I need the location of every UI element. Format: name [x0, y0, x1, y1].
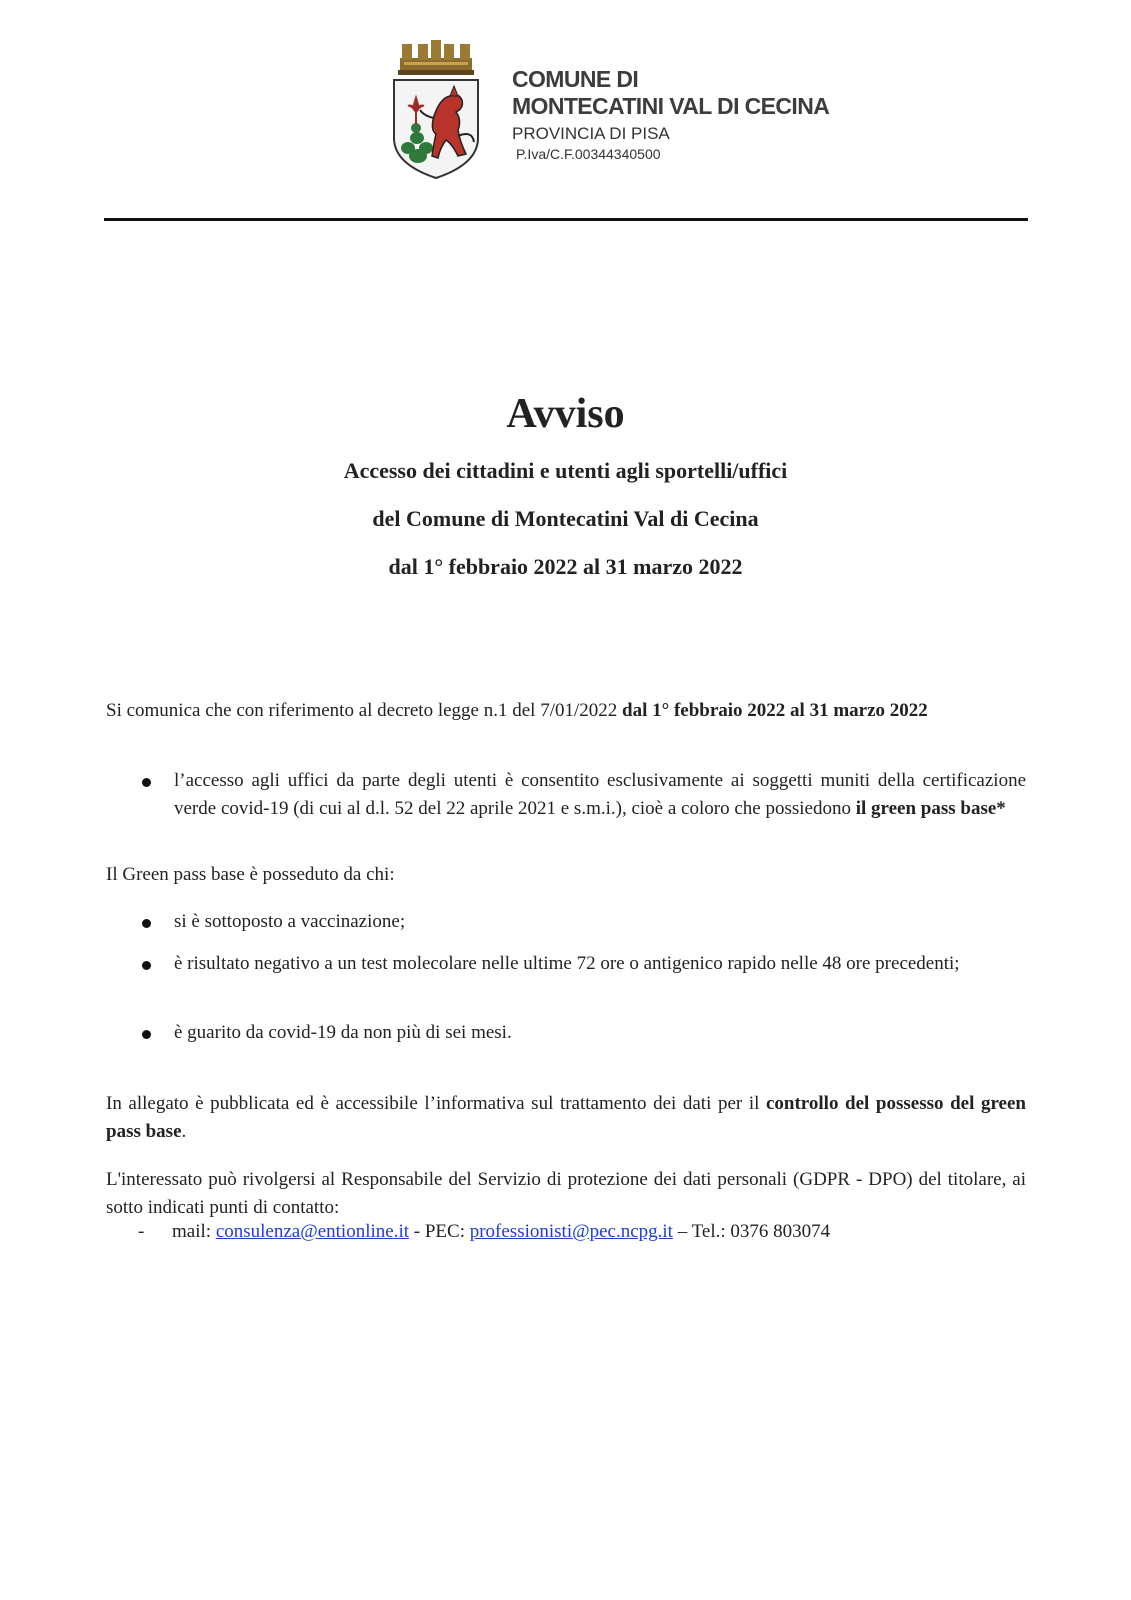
contact-line	[138, 1218, 830, 1246]
municipal-coat-of-arms-icon	[388, 38, 484, 180]
list-item-text: si è sottoposto a vaccinazione;	[174, 911, 406, 932]
municipality-header	[512, 66, 829, 163]
attachment-paragraph	[106, 1090, 1026, 1146]
mail-link[interactable]: consulenza@entionline.it	[215, 1221, 410, 1242]
intro-paragraph	[106, 697, 1026, 725]
crown-icon	[398, 40, 474, 75]
bullet-icon	[142, 778, 151, 787]
access-bullet-text: l’accesso agli uffici da parte degli utenti è consentito esclusivamente ai soggetti muniti della certificazione verde covid-19 (di cui al d.l. 52 del 22 aprile 2021 e s.m.i.), cioè a coloro che possiedono	[174, 770, 1026, 819]
page-title: Avviso	[506, 391, 625, 437]
access-bullet-bold: il green pass base*	[855, 798, 1006, 819]
vat-number: P.Iva/C.F.00344340500	[516, 146, 661, 162]
bullet-icon	[142, 961, 151, 970]
subtitle-line-1: Accesso dei cittadini e utenti agli sportelli/uffici	[343, 458, 788, 483]
phone-text: – Tel.: 0376 803074	[672, 1221, 831, 1242]
list-item-text: è guarito da covid-19 da non più di sei mesi.	[174, 1022, 512, 1043]
header-divider	[104, 218, 1028, 221]
bullet-icon	[142, 919, 151, 928]
municipality-name-line2: MONTECATINI VAL DI CECINA	[512, 93, 830, 119]
intro-text: Si comunica che con riferimento al decreto legge n.1 del 7/01/2022	[106, 700, 622, 721]
pec-link[interactable]: professionisti@pec.ncpg.it	[469, 1221, 673, 1242]
attachment-end: .	[181, 1121, 187, 1142]
attachment-bold: controllo del possesso del green pass base	[106, 1093, 1026, 1142]
province-line: PROVINCIA DI PISA	[512, 124, 670, 143]
bullet-icon	[142, 1030, 151, 1039]
green-pass-intro: Il Green pass base è posseduto da chi:	[106, 864, 395, 885]
mail-label: mail:	[172, 1221, 216, 1242]
subtitle-line-3: dal 1° febbraio 2022 al 31 marzo 2022	[388, 554, 743, 579]
dash-marker: -	[138, 1221, 145, 1242]
attachment-text: In allegato è pubblicata ed è accessibile l’informativa sul trattamento dei dati per il	[106, 1093, 766, 1114]
list-item-text: è risultato negativo a un test molecolare nelle ultime 72 ore o antigenico rapido nelle 48 ore precedenti;	[174, 953, 960, 974]
dpo-paragraph: L'interessato può rivolgersi al Responsabile del Servizio di protezione dei dati personali (GDPR - DPO) del titolare, ai sotto indicati punti di contatto:	[106, 1169, 1026, 1218]
intro-date-range: dal 1° febbraio 2022 al 31 marzo 2022	[622, 700, 928, 721]
subtitle-line-2: del Comune di Montecatini Val di Cecina	[372, 506, 759, 531]
municipality-name-line1: COMUNE DI	[512, 66, 639, 92]
pec-label: - PEC:	[409, 1221, 470, 1242]
